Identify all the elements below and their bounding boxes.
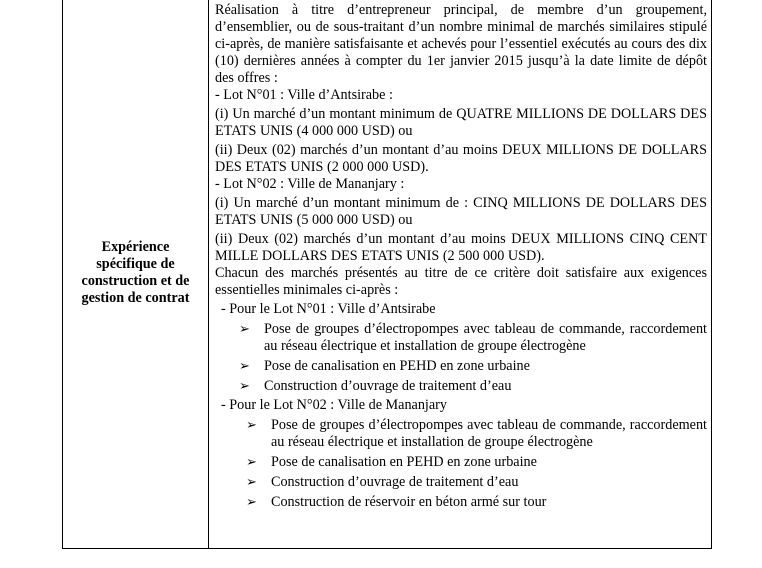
lot2-heading: - Lot N°02 : Ville de Mananjary : (215, 176, 405, 192)
arrow-bullet-icon: ➢ (246, 455, 257, 470)
req-lot1-heading: - Pour le Lot N°01 : Ville d’Antsirabe (221, 301, 436, 317)
arrow-bullet-icon: ➢ (246, 475, 257, 490)
list-item: ➢ Pose de canalisation en PEHD en zone urbaine (246, 454, 537, 470)
criterion-label: Expérience spécifique de construction et de gestion de contrat (81, 239, 190, 306)
list-item: ➢ Construction d’ouvrage de traitement d’eau (246, 474, 519, 490)
requirements-intro: Chacun des marchés présentés au titre de ce critère doit satisfaire aux exigences essentielles minimales ci-après : (215, 265, 707, 298)
arrow-bullet-icon: ➢ (246, 418, 257, 433)
req-lot1-list (215, 321, 707, 395)
arrow-bullet-icon: ➢ (239, 322, 250, 337)
arrow-bullet-icon: ➢ (246, 495, 257, 510)
lot2-option-1: (i) Un marché d’un montant minimum de : CINQ MILLIONS DE DOLLARS DES ETATS UNIS (5 000 000 USD) ou (215, 195, 707, 228)
list-item: ➢ Pose de canalisation en PEHD en zone urbaine (239, 358, 530, 374)
intro-paragraph: Réalisation à titre d’entrepreneur principal, de membre d’un groupement, d’ensemblier, ou de sous-traitant d’un nombre minimal de marchés similaires stipulé ci-après, de manière satisfaisante et achevés pour l’essentiel exécutés au cours des dix (10) dernières années à compter du 1er janvier 2015 jusqu’à la date limite de dépôt des offres : (215, 2, 707, 86)
arrow-bullet-icon: ➢ (239, 359, 250, 374)
req-lot2-heading: - Pour le Lot N°02 : Ville de Mananjary (221, 397, 447, 413)
list-item: ➢ Pose de groupes d’électropompes avec tableau de commande, raccordement au réseau électrique et installation de groupe électrogène (239, 321, 707, 354)
lot1-option-1: (i) Un marché d’un montant minimum de QUATRE MILLIONS DE DOLLARS DES ETATS UNIS (4 000 000 USD) ou (215, 106, 707, 139)
lot1-option-2: (ii) Deux (02) marchés d’un montant d’au moins DEUX MILLIONS DE DOLLARS DES ETATS UNIS (2 000 000 USD). (215, 142, 707, 175)
list-item: ➢ Pose de groupes d’électropompes avec tableau de commande, raccordement au réseau électrique et installation de groupe électrogène (246, 417, 707, 450)
lot2-option-2: (ii) Deux (02) marchés d’un montant d’au moins DEUX MILLIONS CINQ CENT MILLE DOLLARS DES ETATS UNIS (2 500 000 USD). (215, 231, 707, 264)
criterion-cell (63, 0, 208, 548)
req-lot2-list (215, 417, 707, 511)
lot1-heading: - Lot N°01 : Ville d’Antsirabe : (215, 87, 393, 103)
qualification-table (62, 0, 712, 549)
list-item: ➢ Construction d’ouvrage de traitement d’eau (239, 378, 512, 394)
column-divider (208, 0, 209, 548)
list-item: ➢ Construction de réservoir en béton armé sur tour (246, 494, 547, 510)
arrow-bullet-icon: ➢ (239, 379, 250, 394)
requirement-cell (215, 2, 707, 511)
